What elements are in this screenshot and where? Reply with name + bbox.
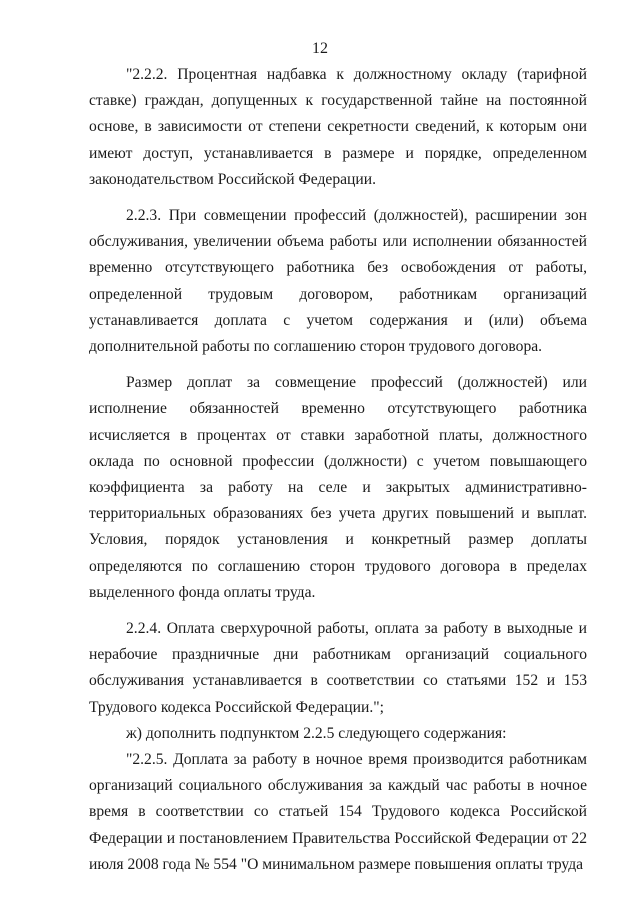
paragraph-amendment-zh: ж) дополнить подпунктом 2.2.5 следующего содержания: (126, 724, 507, 742)
paragraph-2-2-4: 2.2.4. Оплата сверхурочной работы, оплата за работу в выходные и нерабочие праздничные дни работникам организаций социального обслуживания устанавливается в соответствии со статьями 152 и 153 Трудового кодекса Российской Федерации."; (89, 620, 587, 716)
paragraph-2-2-2: "2.2.2. Процентная надбавка к должностному окладу (тарифной ставке) граждан, допущенных к государственной тайне на постоянной основе, в зависимости от степени секретности сведений, к которым они имеют доступ, устанавливается в размере и порядке, определенном законодательством Российской Федерации. (89, 66, 587, 188)
page-number: 12 (312, 40, 328, 57)
document-body (89, 62, 587, 878)
paragraph-surcharge-size: Размер доплат за совмещение профессий (должностей) или исполнение обязанностей временно отсутствующего работника исчисляется в процентах от ставки заработной платы, должностного оклада по основной профессии (должности) с учетом повышающего коэффициента за работу на селе и закрытых административно-территориальных образованиях без учета других повышений и выплат. Условия, порядок установления и конкретный размер доплаты определяются по соглашению сторон трудового договора в пределах выделенного фонда оплаты труда. (89, 374, 587, 601)
paragraph-2-2-5: "2.2.5. Доплата за работу в ночное время производится работникам организаций социального обслуживания за каждый час работы в ночное время в соответствии со статьей 154 Трудового кодекса Российской Федерации и постановлением Правительства Российской Федерации от 22 июля 2008 года № 554 "О минимальном размере повышения оплаты труда (89, 751, 587, 873)
paragraph-2-2-3: 2.2.3. При совмещении профессий (должностей), расширении зон обслуживания, увеличении объема работы или исполнении обязанностей временно отсутствующего работника без освобождения от работы, определенной трудовым договором, работникам организаций устанавливается доплата с учетом содержания и (или) объема дополнительной работы по соглашению сторон трудового договора. (89, 207, 587, 356)
